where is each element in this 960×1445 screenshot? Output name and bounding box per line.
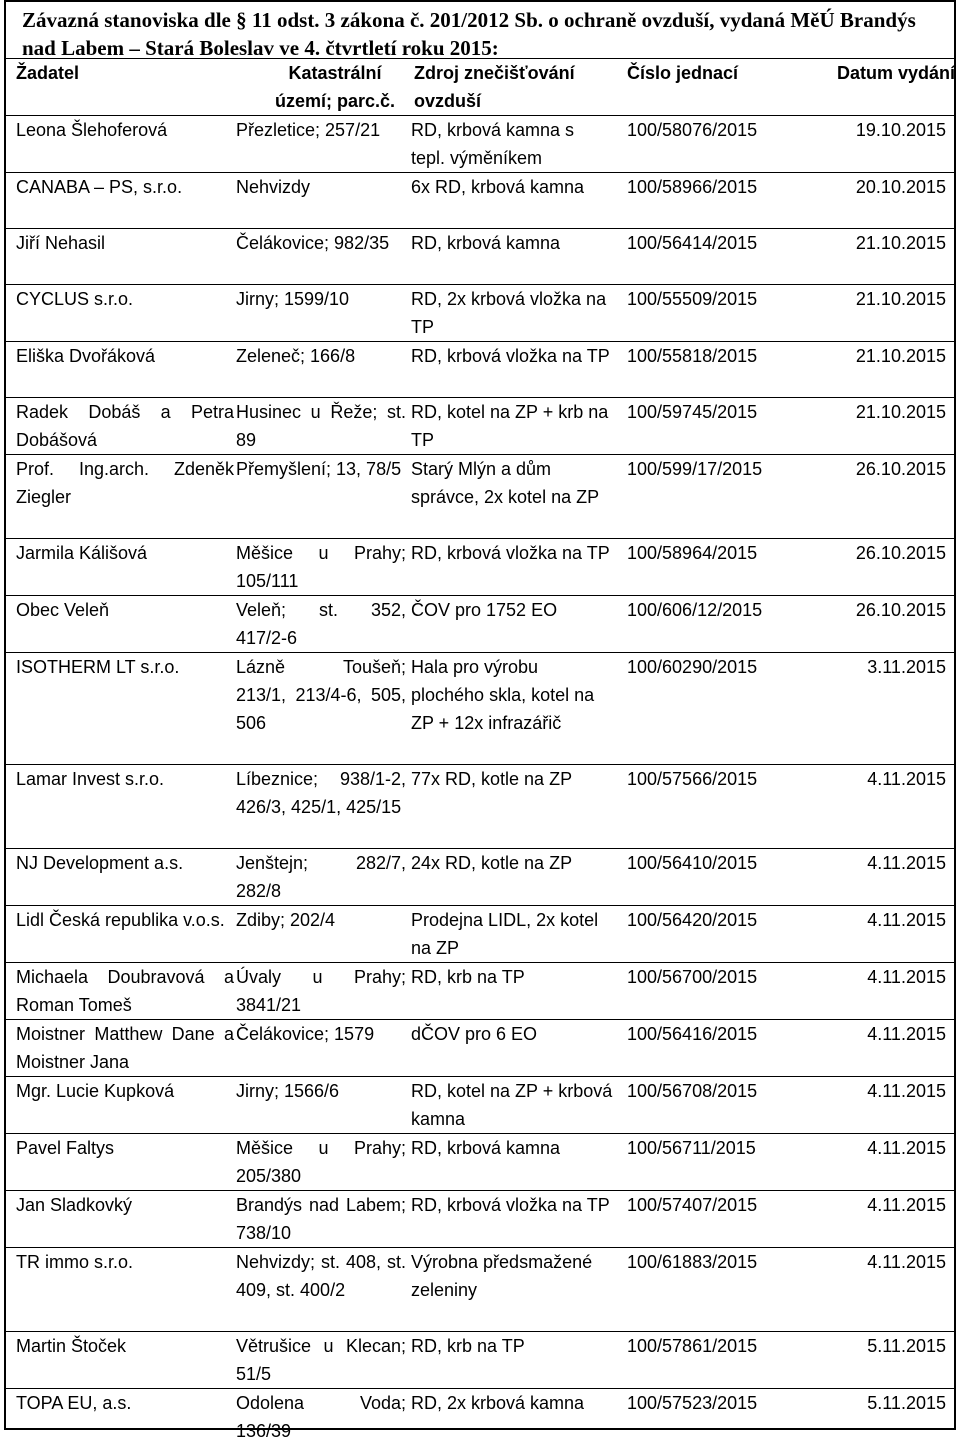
issue-date-cell: 4.11.2015 [803,765,956,849]
table-row [4,765,956,849]
applicant-cell: CANABA – PS, s.r.o. [4,173,234,229]
table-body [4,116,956,1445]
source-cell: Hala pro výrobu plochého skla, kotel na ZP + 12x infrazářič [406,653,613,765]
applicant-cell: ISOTHERM LT s.r.o. [4,653,234,765]
header-zdroj: Zdroj znečišťování ovzduší [406,59,613,116]
source-cell: Starý Mlýn a dům správce, 2x kotel na ZP [406,455,613,539]
issue-date-cell: 4.11.2015 [803,963,956,1020]
document-title: Závazná stanoviska dle § 11 odst. 3 zákona č. 201/2012 Sb. o ochraně ovzduší, vydaná MěÚ Brandýs nad Labem – Stará Boleslav ve 4. čtvrtletí roku 2015: [22,6,947,62]
issue-date-cell: 21.10.2015 [803,229,956,285]
cadastre-cell: Zeleneč; 166/8 [234,342,406,398]
issue-date-cell: 3.11.2015 [803,653,956,765]
issue-date-cell: 4.11.2015 [803,1191,956,1248]
table-header [4,59,956,116]
header-zadatel: Žadatel [4,59,234,116]
issue-date-cell: 26.10.2015 [803,539,956,596]
table-row [4,1191,956,1248]
cadastre-cell: Líbeznice; 938/1-2, 426/3, 425/1, 425/15 [234,765,406,849]
issue-date-cell: 4.11.2015 [803,906,956,963]
reference-number-cell: 100/56410/2015 [613,849,803,906]
cadastre-cell: Odolena Voda; 136/39 [234,1389,406,1445]
table-row [4,342,956,398]
reference-number-cell: 100/57407/2015 [613,1191,803,1248]
applicant-cell: CYCLUS s.r.o. [4,285,234,342]
applicant-cell: Prof. Ing.arch. Zdeněk Ziegler [4,455,234,539]
applicant-cell: Eliška Dvořáková [4,342,234,398]
issue-date-cell: 4.11.2015 [803,1134,956,1191]
applicant-cell: Michaela Doubravová a Roman Tomeš [4,963,234,1020]
applicant-cell: Moistner Matthew Dane a Moistner Jana [4,1020,234,1077]
applicant-cell: Pavel Faltys [4,1134,234,1191]
issue-date-cell: 4.11.2015 [803,1020,956,1077]
applicant-cell: Radek Dobáš a Petra Dobášová [4,398,234,455]
cadastre-cell: Větrušice u Klecan; 51/5 [234,1332,406,1389]
applicant-cell: Obec Veleň [4,596,234,653]
source-cell: RD, krbová kamna [406,1134,613,1191]
applicant-cell: Jiří Nehasil [4,229,234,285]
cadastre-cell: Nehvizdy [234,173,406,229]
table-row [4,455,956,539]
cadastre-cell: Jenštejn; 282/7, 282/8 [234,849,406,906]
applicant-cell: Martin Štoček [4,1332,234,1389]
cadastre-cell: Měšice u Prahy; 205/380 [234,1134,406,1191]
source-cell: RD, krb na TP [406,963,613,1020]
applicant-cell: NJ Development a.s. [4,849,234,906]
cadastre-cell: Nehvizdy; st. 408, st. 409, st. 400/2 [234,1248,406,1332]
source-cell: dČOV pro 6 EO [406,1020,613,1077]
permits-table [4,58,956,1445]
table-row [4,229,956,285]
source-cell: 24x RD, kotle na ZP [406,849,613,906]
reference-number-cell: 100/606/12/2015 [613,596,803,653]
cadastre-cell: Lázně Toušeň; 213/1, 213/4-6, 505, 506 [234,653,406,765]
table-row [4,849,956,906]
issue-date-cell: 20.10.2015 [803,173,956,229]
reference-number-cell: 100/56416/2015 [613,1020,803,1077]
source-cell: RD, krbová vložka na TP [406,539,613,596]
applicant-cell: Lidl Česká republika v.o.s. [4,906,234,963]
cadastre-cell: Husinec u Řeže; st. 89 [234,398,406,455]
table-row [4,116,956,173]
cadastre-cell: Čelákovice; 982/35 [234,229,406,285]
table-row [4,285,956,342]
source-cell: RD, kotel na ZP + krbová kamna [406,1077,613,1134]
table-row [4,1389,956,1445]
applicant-cell: Jan Sladkovký [4,1191,234,1248]
issue-date-cell: 21.10.2015 [803,285,956,342]
table-row [4,1134,956,1191]
issue-date-cell: 4.11.2015 [803,1248,956,1332]
reference-number-cell: 100/56711/2015 [613,1134,803,1191]
reference-number-cell: 100/57861/2015 [613,1332,803,1389]
cadastre-cell: Přezletice; 257/21 [234,116,406,173]
cadastre-cell: Čelákovice; 1579 [234,1020,406,1077]
cadastre-cell: Jirny; 1566/6 [234,1077,406,1134]
reference-number-cell: 100/56700/2015 [613,963,803,1020]
table-row [4,173,956,229]
issue-date-cell: 21.10.2015 [803,342,956,398]
table-row [4,963,956,1020]
reference-number-cell: 100/58076/2015 [613,116,803,173]
applicant-cell: TOPA EU, a.s. [4,1389,234,1445]
table-row [4,539,956,596]
source-cell: RD, krbová vložka na TP [406,1191,613,1248]
reference-number-cell: 100/55818/2015 [613,342,803,398]
reference-number-cell: 100/60290/2015 [613,653,803,765]
cadastre-cell: Veleň; st. 352, 417/2-6 [234,596,406,653]
table-row [4,1020,956,1077]
reference-number-cell: 100/57523/2015 [613,1389,803,1445]
table-row [4,1248,956,1332]
reference-number-cell: 100/58964/2015 [613,539,803,596]
source-cell: RD, 2x krbová vložka na TP [406,285,613,342]
source-cell: 6x RD, krbová kamna [406,173,613,229]
cadastre-cell: Přemyšlení; 13, 78/5 [234,455,406,539]
cadastre-cell: Úvaly u Prahy; 3841/21 [234,963,406,1020]
table-row [4,653,956,765]
issue-date-cell: 4.11.2015 [803,849,956,906]
source-cell: RD, krb na TP [406,1332,613,1389]
reference-number-cell: 100/56708/2015 [613,1077,803,1134]
applicant-cell: Mgr. Lucie Kupková [4,1077,234,1134]
header-uzemi: Katastrální území; parc.č. [234,59,406,116]
header-cislo-jednaci: Číslo jednací [613,59,803,116]
issue-date-cell: 4.11.2015 [803,1077,956,1134]
reference-number-cell: 100/56420/2015 [613,906,803,963]
source-cell: RD, kotel na ZP + krb na TP [406,398,613,455]
table-row [4,596,956,653]
reference-number-cell: 100/57566/2015 [613,765,803,849]
cadastre-cell: Měšice u Prahy; 105/111 [234,539,406,596]
table-row [4,398,956,455]
reference-number-cell: 100/55509/2015 [613,285,803,342]
source-cell: RD, krbová kamna [406,229,613,285]
reference-number-cell: 100/599/17/2015 [613,455,803,539]
source-cell: RD, krbová kamna s tepl. výměníkem [406,116,613,173]
issue-date-cell: 26.10.2015 [803,455,956,539]
reference-number-cell: 100/58966/2015 [613,173,803,229]
applicant-cell: Lamar Invest s.r.o. [4,765,234,849]
reference-number-cell: 100/56414/2015 [613,229,803,285]
applicant-cell: Leona Šlehoferová [4,116,234,173]
applicant-cell: TR immo s.r.o. [4,1248,234,1332]
header-datum: Datum vydání [803,59,956,116]
source-cell: Výrobna předsmažené zeleniny [406,1248,613,1332]
table-row [4,906,956,963]
issue-date-cell: 26.10.2015 [803,596,956,653]
cadastre-cell: Zdiby; 202/4 [234,906,406,963]
issue-date-cell: 21.10.2015 [803,398,956,455]
source-cell: 77x RD, kotle na ZP [406,765,613,849]
issue-date-cell: 5.11.2015 [803,1389,956,1445]
cadastre-cell: Brandýs nad Labem; 738/10 [234,1191,406,1248]
reference-number-cell: 100/61883/2015 [613,1248,803,1332]
source-cell: RD, 2x krbová kamna [406,1389,613,1445]
cadastre-cell: Jirny; 1599/10 [234,285,406,342]
source-cell: ČOV pro 1752 EO [406,596,613,653]
source-cell: RD, krbová vložka na TP [406,342,613,398]
source-cell: Prodejna LIDL, 2x kotel na ZP [406,906,613,963]
issue-date-cell: 5.11.2015 [803,1332,956,1389]
issue-date-cell: 19.10.2015 [803,116,956,173]
reference-number-cell: 100/59745/2015 [613,398,803,455]
applicant-cell: Jarmila Kálišová [4,539,234,596]
table-row [4,1332,956,1389]
table-row [4,1077,956,1134]
